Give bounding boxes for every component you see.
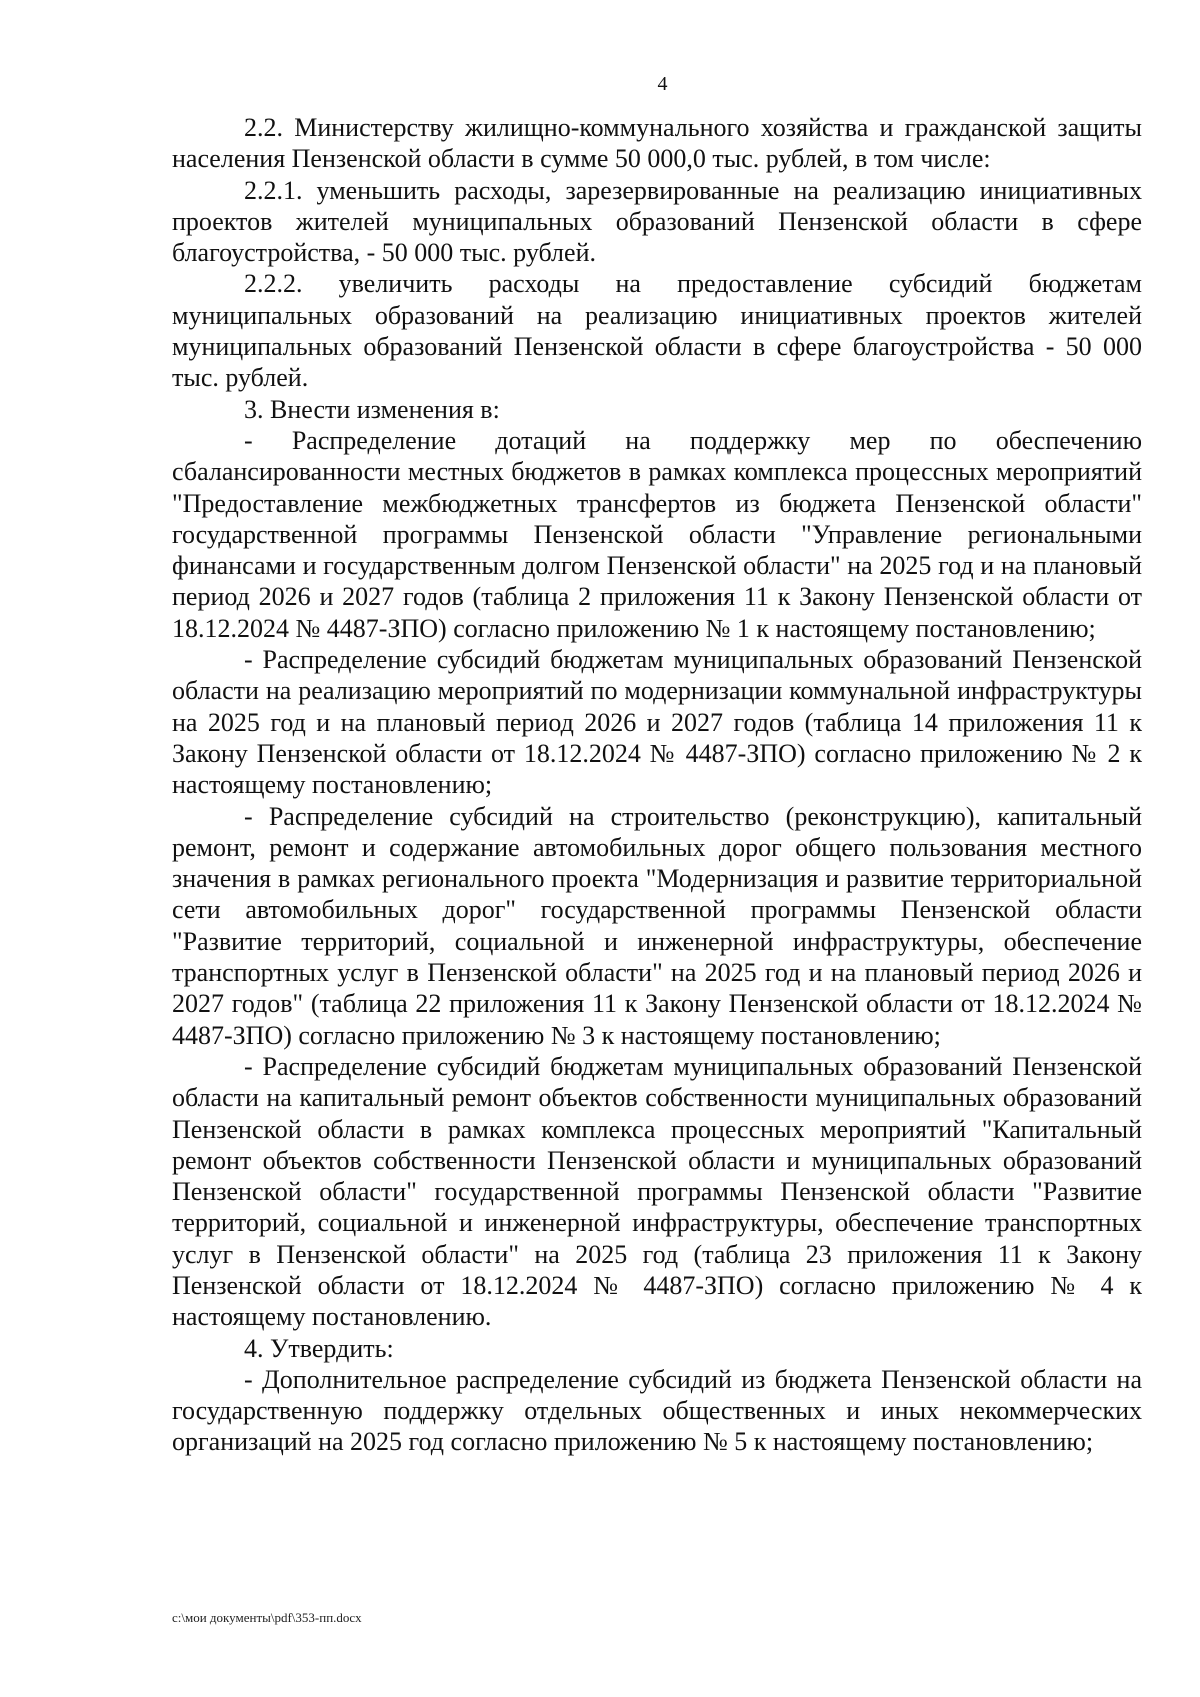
document-body bbox=[172, 112, 1142, 1458]
page-number: 4 bbox=[657, 73, 668, 95]
paragraph-4-item-1: - Дополнительное распределение субсидий из бюджета Пензенской области на государственную поддержку отдельных общественных и иных некоммерческих организаций на 2025 год согласно приложению № 5 к настоящему постановлению; bbox=[172, 1364, 1142, 1457]
paragraph-4-heading: 4. Утвердить: bbox=[244, 1333, 394, 1363]
paragraph-2-2-2: 2.2.2. увеличить расходы на предоставление субсидий бюджетам муниципальных образований на реализацию инициативных проектов жителей муниципальных образований Пензенской области в сфере благоустройства - 50 000 тыс. рублей. bbox=[172, 269, 1142, 393]
paragraph-2-2: 2.2. Министерству жилищно-коммунального хозяйства и гражданской защиты населения Пензенской области в сумме 50 000,0 тыс. рублей, в том числе: bbox=[172, 113, 1142, 174]
paragraph-3-item-2: - Распределение субсидий бюджетам муниципальных образований Пензенской области на реализацию мероприятий по модернизации коммунальной инфраструктуры на 2025 год и на плановый период 2026 и 2027 годов (таблица 14 приложения 11 к Закону Пензенской области от 18.12.2024 № 4487-ЗПО) согласно приложению № 2 к настоящему постановлению; bbox=[172, 645, 1142, 800]
paragraph-3-heading: 3. Внести изменения в: bbox=[244, 394, 500, 424]
footer-file-path: c:\мои документы\pdf\353-пп.docx bbox=[172, 1610, 362, 1625]
paragraph-3-item-4: - Распределение субсидий бюджетам муниципальных образований Пензенской области на капитальный ремонт объектов собственности муниципальных образований Пензенской области в рамках комплекса процессных мероприятий "Капитальный ремонт объектов собственности Пензенской области и муниципальных образований Пензенской области" государственной программы Пензенской области "Развитие территорий, социальной и инженерной инфраструктуры, обеспечение транспортных услуг в Пензенской области" на 2025 год (таблица 23 приложения 11 к Закону Пензенской области от 18.12.2024 № 4487-ЗПО) согласно приложению № 4 к настоящему постановлению. bbox=[172, 1051, 1142, 1332]
paragraph-3-item-1: - Распределение дотаций на поддержку мер по обеспечению сбалансированности местных бюджетов в рамках комплекса процессных мероприятий "Предоставление межбюджетных трансфертов из бюджета Пензенской области" государственной программы Пензенской области "Управление региональными финансами и государственным долгом Пензенской области" на 2025 год и на плановый период 2026 и 2027 годов (таблица 2 приложения 11 к Закону Пензенской области от 18.12.2024 № 4487-ЗПО) согласно приложению № 1 к настоящему постановлению; bbox=[172, 425, 1142, 643]
paragraph-2-2-1: 2.2.1. уменьшить расходы, зарезервированные на реализацию инициативных проектов жителей муниципальных образований Пензенской области в сфере благоустройства, - 50 000 тыс. рублей. bbox=[172, 175, 1142, 268]
paragraph-3-item-3: - Распределение субсидий на строительство (реконструкцию), капитальный ремонт, ремонт и содержание автомобильных дорог общего пользования местного значения в рамках регионального проекта "Модернизация и развитие территориальной сети автомобильных дорог" государственной программы Пензенской области "Развитие территорий, социальной и инженерной инфраструктуры, обеспечение транспортных услуг в Пензенской области" на 2025 год и на плановый период 2026 и 2027 годов" (таблица 22 приложения 11 к Закону Пензенской области от 18.12.2024 № 4487-ЗПО) согласно приложению № 3 к настоящему постановлению; bbox=[172, 801, 1142, 1050]
